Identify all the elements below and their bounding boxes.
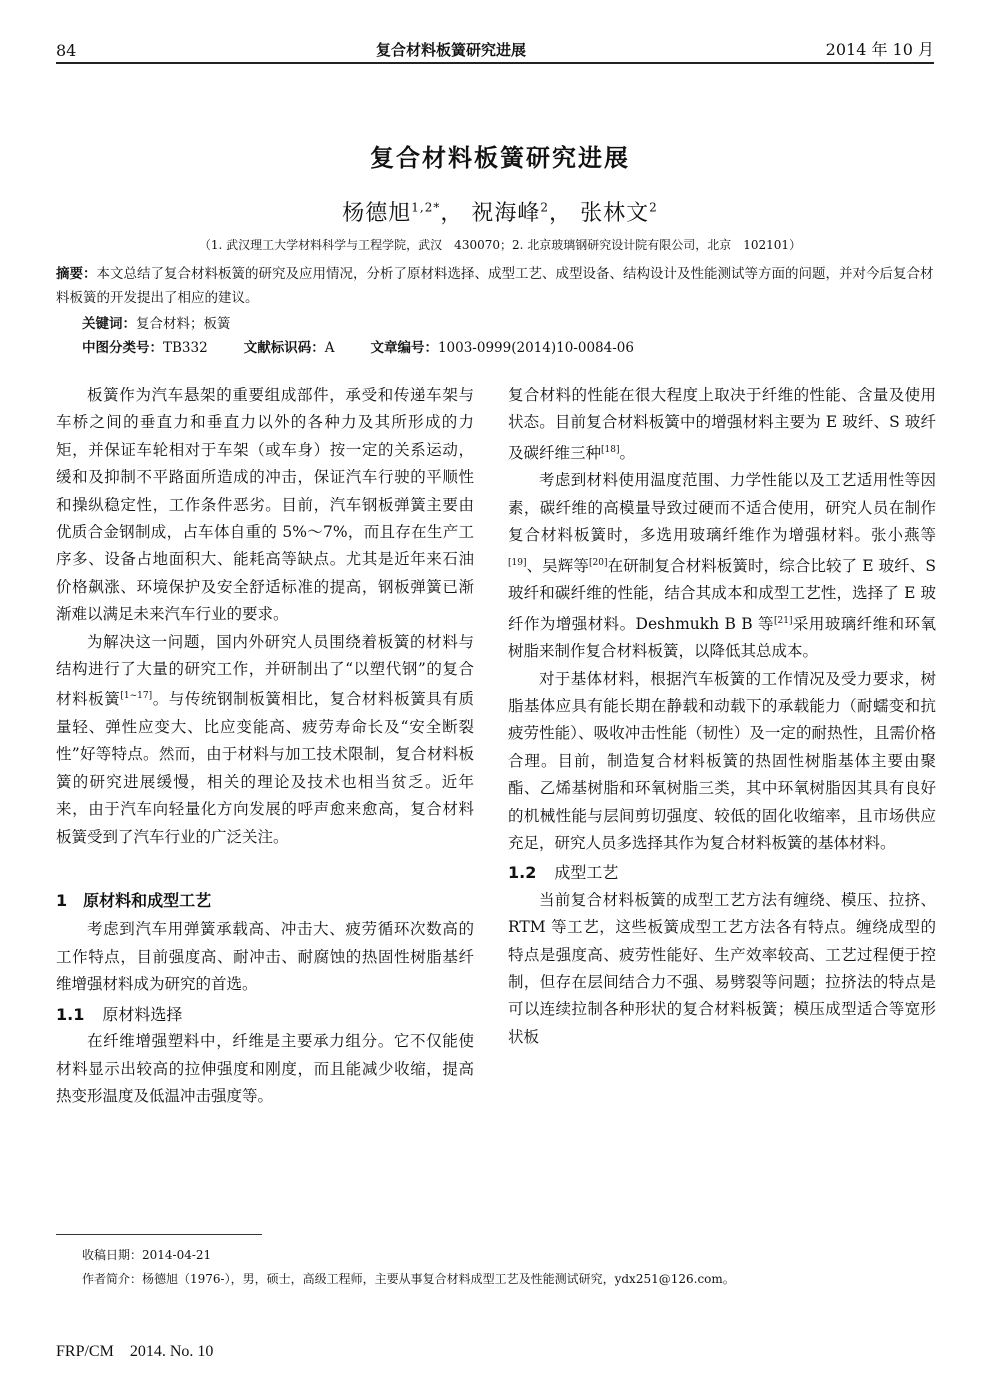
paragraph-text: 、吴辉等 [526,556,589,575]
received-date: 收稿日期：2014-04-21 [82,1248,212,1262]
author-name: 杨德旭 [342,201,412,226]
abstract-text: 本文总结了复合材料板簧的研究及应用情况，分析了原材料选择、成型工艺、成型设备、结构设计及性能测试等方面的问题，并对今后复合材料板簧的开发提出了相应的建议。 [56,266,934,306]
running-header [56,36,934,60]
citation: [18] [601,444,620,455]
paragraph-text: 采用玻璃纤维和环氧树脂来制作复合材料板簧，以降低其总成本。 [508,614,936,661]
citation: [19] [508,557,527,568]
header-rule [56,62,934,64]
author-separator: ， [549,201,573,226]
paragraph-text: 。 [619,443,636,462]
subsection-title: 原材料选择 [102,1004,183,1024]
classification-line [82,336,634,356]
article-title: 复合材料板簧研究进展 [370,144,630,172]
citation: [1~17] [120,691,153,702]
author-mark: 1,2* [411,200,441,215]
paragraph [56,629,474,851]
paragraph-text: 在研制复合材料板簧时，综合比较了 E 玻纤、S 玻纤和碳纤维的性能，结合其成本和成型工艺性，选择了 E 玻纤作为增强材料。Deshmukh B B 等 [508,556,936,633]
abstract [56,262,934,310]
keywords [82,312,231,332]
section-title: 原材料和成型工艺 [83,891,212,911]
issue-date: 2014 年 10 月 [825,40,934,59]
section-heading [56,887,474,914]
paragraph: 当前复合材料板簧的成型工艺方法有缠绕、模压、拉挤、RTM 等工艺，这些板簧成型工艺方法各有特点。缠绕成型的特点是强度高、疲劳性能好、生产效率较高、工艺过程便于控制，但存在层间结合力不强、易劈裂等问题；拉挤法的特点是可以连续拉制各种形状的复合材料板簧；模压成型适合等宽形状板 [508,890,936,1046]
doc-code-label: 文献标识码： [243,340,325,356]
paragraph-text: 。与传统钢制板簧相比，复合材料板簧具有质量轻、弹性应变大、比应变能高、疲劳寿命长及“安全断裂性”好等特点。然而，由于材料与加工技术限制，复合材料板簧的研究进展缓慢，相关的理论及技术也相当贫乏。近年来，由于汽车向轻量化方向发展的呼声愈来愈高，复合材料板簧受到了汽车行业的广泛关注。 [56,690,474,846]
article-number-label: 文章编号： [370,340,438,356]
paragraph: 考虑到汽车用弹簧承载高、冲击大、疲劳循环次数高的工作特点，目前强度高、耐冲击、耐腐蚀的热固性树脂基纤维增强材料成为研究的首选。 [56,920,474,994]
paragraph [508,467,936,665]
author-separator: ， [440,201,464,226]
citation: [20] [589,557,608,568]
author-list [0,196,1000,227]
author-mark: 2 [540,200,550,215]
clc-label: 中图分类号： [82,340,163,356]
citation: [21] [774,615,793,626]
subsection-number: 1.1 [56,1004,85,1024]
subsection-title: 成型工艺 [554,863,619,883]
section-number: 1 [56,891,68,911]
left-column [56,382,474,1110]
doc-code-value: A [324,340,335,356]
paragraph: 板簧作为汽车悬架的重要组成部件，承受和传递车架与车桥之间的垂直力和垂直力以外的各种力及其所形成的力矩，并保证车轮相对于车架（或车身）按一定的关系运动，缓和及抑制不平路面所造成的冲击，保证汽车行驶的平顺性和操纵稳定性，工作条件恶劣。目前，汽车钢板弹簧主要由优质合金钢制成，占车体自重的 5%～7%，而且存在生产工序多、设备占地面积大、能耗高等缺点。尤其是近年来石油价格飙涨、环境保护及安全舒适标准的提高，钢板弹簧已渐渐难以满足未来汽车行业的要求。 [56,386,474,624]
author-name: 祝海峰 [471,201,541,226]
page-number: 84 [56,41,77,60]
footer-journal-issue: FRP/CM 2014. No. 10 [56,1343,214,1360]
author-name: 张林文 [580,201,650,226]
paragraph-text: 为解决这一问题，国内外研究人员围绕着板簧的材料与结构进行了大量的研究工作，并研制出了“以塑代钢”的复合材料板簧 [56,632,474,709]
paragraph: 在纤维增强塑料中，纤维是主要承力组分。它不仅能使材料显示出较高的拉伸强度和刚度，而且能减少收缩，提高热变形温度及低温冲击强度等。 [56,1032,474,1105]
clc-value: TB332 [163,340,208,356]
subsection-number: 1.2 [508,863,537,883]
article-number-value: 1003-0999(2014)10-0084-06 [437,340,634,356]
abstract-label: 摘要： [56,266,97,282]
paragraph: 对于基体材料，根据汽车板簧的工作情况及受力要求，树脂基体应具有能长期在静载和动载下的承载能力（耐蠕变和抗疲劳性能）、吸收冲击性能（韧性）及一定的耐热性，且需价格合理。目前，制造复合材料板簧的热固性树脂基体主要由聚酯、乙烯基树脂和环氧树脂三类，其中环氧树脂因其具有良好的机械性能与层间剪切强度、较低的固化收缩率，且市场供应充足，研究人员多选择其作为复合材料板簧的基体材料。 [508,669,936,852]
paragraph [508,382,936,467]
running-title: 复合材料板簧研究进展 [376,41,527,59]
subsection-heading [508,859,936,886]
author-bio: 作者简介：杨德旭（1976-），男，硕士，高级工程师，主要从事复合材料成型工艺及性能测试研究，ydx251@126.com。 [82,1272,735,1286]
author-mark: 2 [649,200,658,215]
footnote-rule [56,1234,262,1235]
right-column [508,382,936,1051]
paragraph-text: 复合材料的性能在很大程度上取决于纤维的性能、含量及使用状态。目前复合材料板簧中的增强材料主要为 E 玻纤、S 玻纤及碳纤维三种 [508,386,936,462]
keywords-label: 关键词： [82,316,136,332]
subsection-heading [56,1001,474,1028]
keywords-text: 复合材料；板簧 [136,316,231,332]
affiliations: （1. 武汉理工大学材料科学与工程学院，武汉 430070；2. 北京玻璃钢研究设计院有限公司，北京 102101） [198,238,802,252]
paragraph-text: 考虑到材料使用温度范围、力学性能以及工艺适用性等因素，碳纤维的高模量导致过硬而不适合使用，研究人员在制作复合材料板簧时，多选用玻璃纤维作为增强材料。张小燕等 [508,471,936,545]
